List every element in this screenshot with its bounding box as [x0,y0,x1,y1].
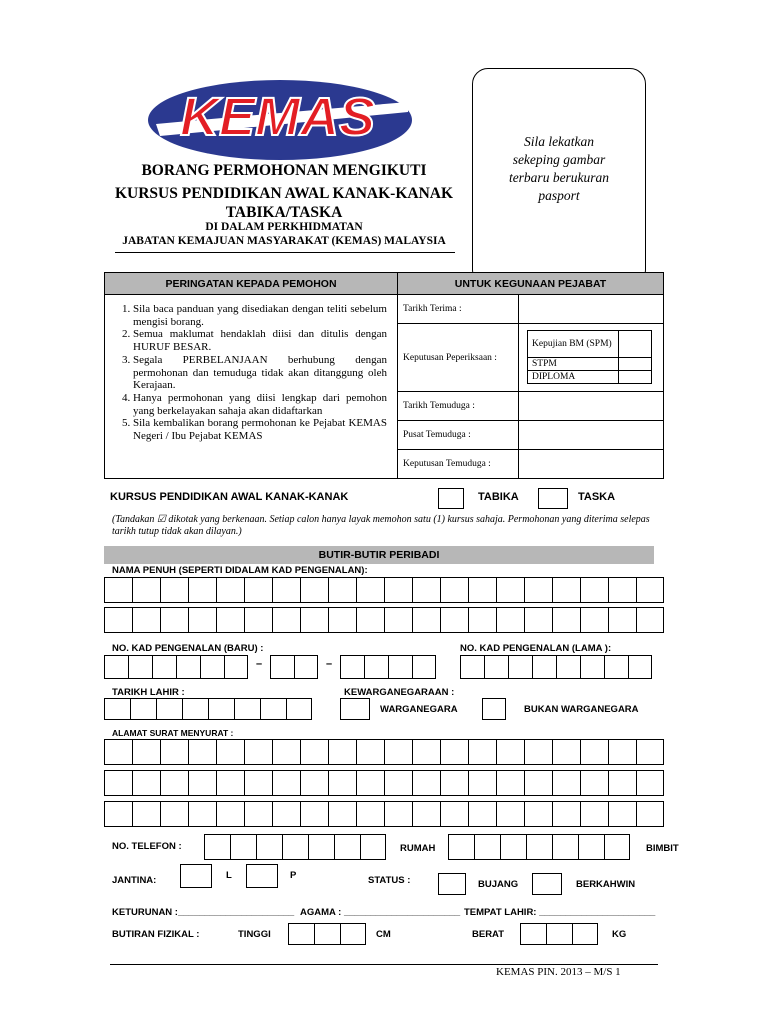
char-box[interactable] [496,607,524,633]
jantina-label: JANTINA: [112,875,157,886]
char-box[interactable] [224,655,248,679]
nama-boxes-row1[interactable] [104,577,664,603]
char-box[interactable] [188,739,216,765]
char-box[interactable] [128,655,152,679]
char-box[interactable] [440,770,468,796]
char-box[interactable] [608,739,636,765]
svg-text:KEMAS: KEMAS [180,87,376,147]
keputusan-temuduga-field[interactable] [519,450,664,479]
char-box[interactable] [244,739,272,765]
char-box[interactable] [500,834,526,860]
char-box[interactable] [132,770,160,796]
form-title-line4: DI DALAM PERKHIDMATAN [205,221,363,233]
tarikh-temuduga-label: Tarikh Temuduga : [398,392,519,421]
char-box[interactable] [334,834,360,860]
char-box[interactable] [604,834,630,860]
char-box[interactable] [160,607,188,633]
notice-item: 5. Sila kembalikan borang permohonan ke Pejabat KEMAS Negeri / Ibu Pejabat KEMAS [133,417,387,442]
char-box[interactable] [468,607,496,633]
ic-lama-boxes[interactable] [460,655,652,679]
rumah-label: RUMAH [400,843,436,854]
exam-checkbox[interactable] [619,371,652,384]
exam-results-cell [519,324,664,392]
char-box[interactable] [580,739,608,765]
char-box[interactable] [244,607,272,633]
bimbit-label: BIMBIT [646,843,679,854]
berat-label: BERAT [472,929,505,940]
telefon-bimbit-boxes[interactable] [448,834,630,860]
taska-label: TASKA [578,491,616,503]
char-box[interactable] [356,577,384,603]
char-box[interactable] [526,834,552,860]
pusat-temuduga-label: Pusat Temuduga : [398,421,519,450]
char-box[interactable] [104,770,132,796]
char-box[interactable] [328,801,356,827]
nama-boxes-row2[interactable] [104,607,664,633]
char-box[interactable] [440,607,468,633]
char-box[interactable] [552,607,580,633]
char-box[interactable] [188,577,216,603]
char-box[interactable] [496,739,524,765]
char-box[interactable] [208,698,234,720]
char-box[interactable] [412,801,440,827]
char-box[interactable] [340,923,366,945]
char-box[interactable] [132,739,160,765]
char-box[interactable] [608,607,636,633]
ic-lama-label: NO. KAD PENGENALAN (LAMA ): [460,643,612,654]
footer-rule [110,964,658,965]
char-box[interactable] [130,698,156,720]
tinggi-label: TINGGI [238,929,271,940]
char-box[interactable] [188,770,216,796]
exam-item: DIPLOMA [528,371,619,384]
char-box[interactable] [256,834,282,860]
char-box[interactable] [216,577,244,603]
tarikh-lahir-label: TARIKH LAHIR : [112,687,185,698]
berkahwin-checkbox[interactable] [532,873,562,895]
char-box[interactable] [188,801,216,827]
char-box[interactable] [132,577,160,603]
char-box[interactable] [234,698,260,720]
char-box[interactable] [132,607,160,633]
ic-baru-label: NO. KAD PENGENALAN (BARU) : [112,643,264,654]
char-box[interactable] [132,801,160,827]
char-box[interactable] [484,655,508,679]
char-box[interactable] [272,577,300,603]
char-box[interactable] [160,801,188,827]
char-box[interactable] [328,739,356,765]
tarikh-terima-field[interactable] [519,295,664,324]
ic-baru-boxes-1[interactable] [104,655,248,679]
cm-label: CM [376,929,391,940]
fizikal-label: BUTIRAN FIZIKAL : [112,929,200,940]
char-box[interactable] [300,577,328,603]
exam-item: Kepujian BM (SPM) [528,331,619,358]
course-note: (Tandakan ☑ dikotak yang berkenaan. Setiap calon hanya layak memohon satu (1) kursus sahaja. Permohonan yang diterima selepas tarikh tutup tidak akan dilayan.) [112,514,650,537]
form-title-line1: BORANG PERMOHONAN MENGIKUTI [141,162,427,179]
char-box[interactable] [572,923,598,945]
photo-instruction: Sila lekatkan sekeping gambar terbaru berukuran pasport [508,134,610,203]
char-box[interactable] [356,801,384,827]
alamat-boxes-row3[interactable] [104,801,664,827]
char-box[interactable] [520,923,546,945]
char-box[interactable] [300,607,328,633]
char-box[interactable] [340,655,364,679]
char-box[interactable] [496,577,524,603]
notice-item: 4. Hanya permohonan yang diisi lengkap dari pemohon yang berkelayakan sahaja akan didaftarkan [133,392,387,417]
char-box[interactable] [314,923,340,945]
char-box[interactable] [328,577,356,603]
char-box[interactable] [608,577,636,603]
ic-baru-boxes-3[interactable] [340,655,436,679]
char-box[interactable] [384,770,412,796]
char-box[interactable] [356,739,384,765]
char-box[interactable] [580,607,608,633]
tarikh-terima-label: Tarikh Terima : [398,295,519,324]
tarikh-lahir-boxes[interactable] [104,698,312,720]
char-box[interactable] [300,739,328,765]
keturunan-field[interactable]: KETURUNAN :______________________ [112,907,295,918]
char-box[interactable] [160,770,188,796]
office-header: UNTUK KEGUNAAN PEJABAT [398,273,664,295]
berat-boxes[interactable] [520,923,598,945]
char-box[interactable] [552,739,580,765]
telefon-label: NO. TELEFON : [112,841,182,852]
char-box[interactable] [524,801,552,827]
photo-box[interactable] [472,68,646,286]
char-box[interactable] [388,655,412,679]
title-underline [115,252,455,253]
personal-section-header: BUTIR-BUTIR PERIBADI [104,546,654,564]
char-box[interactable] [448,834,474,860]
lelaki-label: L [226,870,232,881]
char-box[interactable] [282,834,308,860]
char-box[interactable] [580,655,604,679]
berkahwin-label: BERKAHWIN [576,879,636,890]
char-box[interactable] [294,655,318,679]
char-box[interactable] [300,801,328,827]
char-box[interactable] [300,770,328,796]
tabika-checkbox[interactable] [438,488,464,509]
char-box[interactable] [474,834,500,860]
char-box[interactable] [524,607,552,633]
char-box[interactable] [524,770,552,796]
char-box[interactable] [286,698,312,720]
notice-office-table [104,272,664,479]
char-box[interactable] [364,655,388,679]
char-box[interactable] [608,801,636,827]
char-box[interactable] [104,801,132,827]
char-box[interactable] [356,607,384,633]
alamat-boxes-row2[interactable] [104,770,664,796]
char-box[interactable] [580,577,608,603]
char-box[interactable] [384,801,412,827]
char-box[interactable] [496,770,524,796]
char-box[interactable] [328,607,356,633]
char-box[interactable] [104,655,128,679]
tempat-lahir-field[interactable]: TEMPAT LAHIR: ______________________ [464,907,656,918]
alamat-label: ALAMAT SURAT MENYURAT : [112,728,234,738]
form-title-line3: TABIKA/TASKA [225,204,343,221]
char-box[interactable] [272,607,300,633]
char-box[interactable] [636,577,664,603]
char-box[interactable] [384,577,412,603]
perempuan-checkbox[interactable] [246,864,278,888]
form-title-line2: KURSUS PENDIDIKAN AWAL KANAK-KANAK [114,185,454,202]
perempuan-label: P [290,870,297,881]
char-box[interactable] [636,801,664,827]
exam-checkbox[interactable] [619,331,652,358]
kemas-logo [146,62,414,178]
char-box[interactable] [104,607,132,633]
char-box[interactable] [152,655,176,679]
char-box[interactable] [260,698,286,720]
tarikh-temuduga-field[interactable] [519,392,664,421]
telefon-rumah-boxes[interactable] [204,834,386,860]
form-title-line5: JABATAN KEMAJUAN MASYARAKAT (KEMAS) MALAYSIA [122,235,446,247]
char-box[interactable] [160,739,188,765]
char-box[interactable] [556,655,580,679]
char-box[interactable] [412,577,440,603]
bujang-checkbox[interactable] [438,873,466,895]
nama-label: NAMA PENUH (SEPERTI DIDALAM KAD PENGENALAN): [112,565,368,576]
char-box[interactable] [384,739,412,765]
char-box[interactable] [412,655,436,679]
notice-item: 2. Semua maklumat hendaklah diisi dan ditulis dengan HURUF BESAR. [133,328,387,353]
char-box[interactable] [216,739,244,765]
char-box[interactable] [182,698,208,720]
exam-item: STPM [528,358,619,371]
char-box[interactable] [328,770,356,796]
char-box[interactable] [496,801,524,827]
char-box[interactable] [524,577,552,603]
char-box[interactable] [412,607,440,633]
ic-dash: – [256,658,263,670]
tinggi-boxes[interactable] [288,923,366,945]
char-box[interactable] [468,739,496,765]
ic-dash: – [326,658,333,670]
char-box[interactable] [440,801,468,827]
char-box[interactable] [230,834,256,860]
footer-page-label: KEMAS PIN. 2013 – M/S 1 [496,966,621,978]
char-box[interactable] [604,655,628,679]
ic-baru-boxes-2[interactable] [270,655,318,679]
kg-label: KG [612,929,627,940]
char-box[interactable] [356,770,384,796]
notice-header: PERINGATAN KEPADA PEMOHON [105,273,398,295]
char-box[interactable] [552,834,578,860]
bujang-label: BUJANG [478,879,519,890]
exam-checkbox[interactable] [619,358,652,371]
char-box[interactable] [468,577,496,603]
char-box[interactable] [508,655,532,679]
char-box[interactable] [412,770,440,796]
char-box[interactable] [244,770,272,796]
char-box[interactable] [104,577,132,603]
char-box[interactable] [608,770,636,796]
notice-rules [105,295,398,479]
char-box[interactable] [468,801,496,827]
char-box[interactable] [288,923,314,945]
char-box[interactable] [160,577,188,603]
bukan-warganegara-label: BUKAN WARGANEGARA [524,704,639,715]
tabika-label: TABIKA [478,491,519,503]
char-box[interactable] [244,801,272,827]
char-box[interactable] [460,655,484,679]
keputusan-temuduga-label: Keputusan Temuduga : [398,450,519,479]
warganegara-checkbox[interactable] [340,698,370,720]
char-box[interactable] [440,577,468,603]
alamat-boxes-row1[interactable] [104,739,664,765]
char-box[interactable] [532,655,556,679]
char-box[interactable] [244,577,272,603]
lelaki-checkbox[interactable] [180,864,212,888]
bukan-warganegara-checkbox[interactable] [482,698,506,720]
pusat-temuduga-field[interactable] [519,421,664,450]
char-box[interactable] [272,739,300,765]
kewarganegaraan-label: KEWARGANEGARAAN : [344,687,455,698]
char-box[interactable] [440,739,468,765]
exam-results-table [527,330,652,384]
warganegara-label: WARGANEGARA [380,704,458,715]
char-box[interactable] [636,770,664,796]
char-box[interactable] [216,770,244,796]
char-box[interactable] [200,655,224,679]
char-box[interactable] [580,770,608,796]
char-box[interactable] [546,923,572,945]
char-box[interactable] [412,739,440,765]
notice-item: 3. Segala PERBELANJAAN berhubung dengan permohonan dan temuduga tidak akan ditanggung oleh Kerajaan. [133,354,387,392]
char-box[interactable] [636,739,664,765]
char-box[interactable] [552,801,580,827]
notice-item: 1. Sila baca panduan yang disediakan dengan teliti sebelum mengisi borang. [133,303,387,328]
char-box[interactable] [580,801,608,827]
char-box[interactable] [216,801,244,827]
char-box[interactable] [104,698,130,720]
char-box[interactable] [308,834,334,860]
char-box[interactable] [188,607,216,633]
char-box[interactable] [552,577,580,603]
char-box[interactable] [384,607,412,633]
char-box[interactable] [156,698,182,720]
agama-field[interactable]: AGAMA : ______________________ [300,907,461,918]
char-box[interactable] [524,739,552,765]
char-box[interactable] [216,607,244,633]
keputusan-peperiksaan-label: Keputusan Peperiksaan : [398,324,519,392]
char-box[interactable] [468,770,496,796]
char-box[interactable] [628,655,652,679]
char-box[interactable] [636,607,664,633]
status-label: STATUS : [368,875,411,886]
char-box[interactable] [552,770,580,796]
taska-checkbox[interactable] [538,488,568,509]
course-label: KURSUS PENDIDIKAN AWAL KANAK-KANAK [110,491,349,503]
char-box[interactable] [270,655,294,679]
char-box[interactable] [104,739,132,765]
char-box[interactable] [272,801,300,827]
char-box[interactable] [204,834,230,860]
char-box[interactable] [272,770,300,796]
char-box[interactable] [360,834,386,860]
char-box[interactable] [578,834,604,860]
char-box[interactable] [176,655,200,679]
